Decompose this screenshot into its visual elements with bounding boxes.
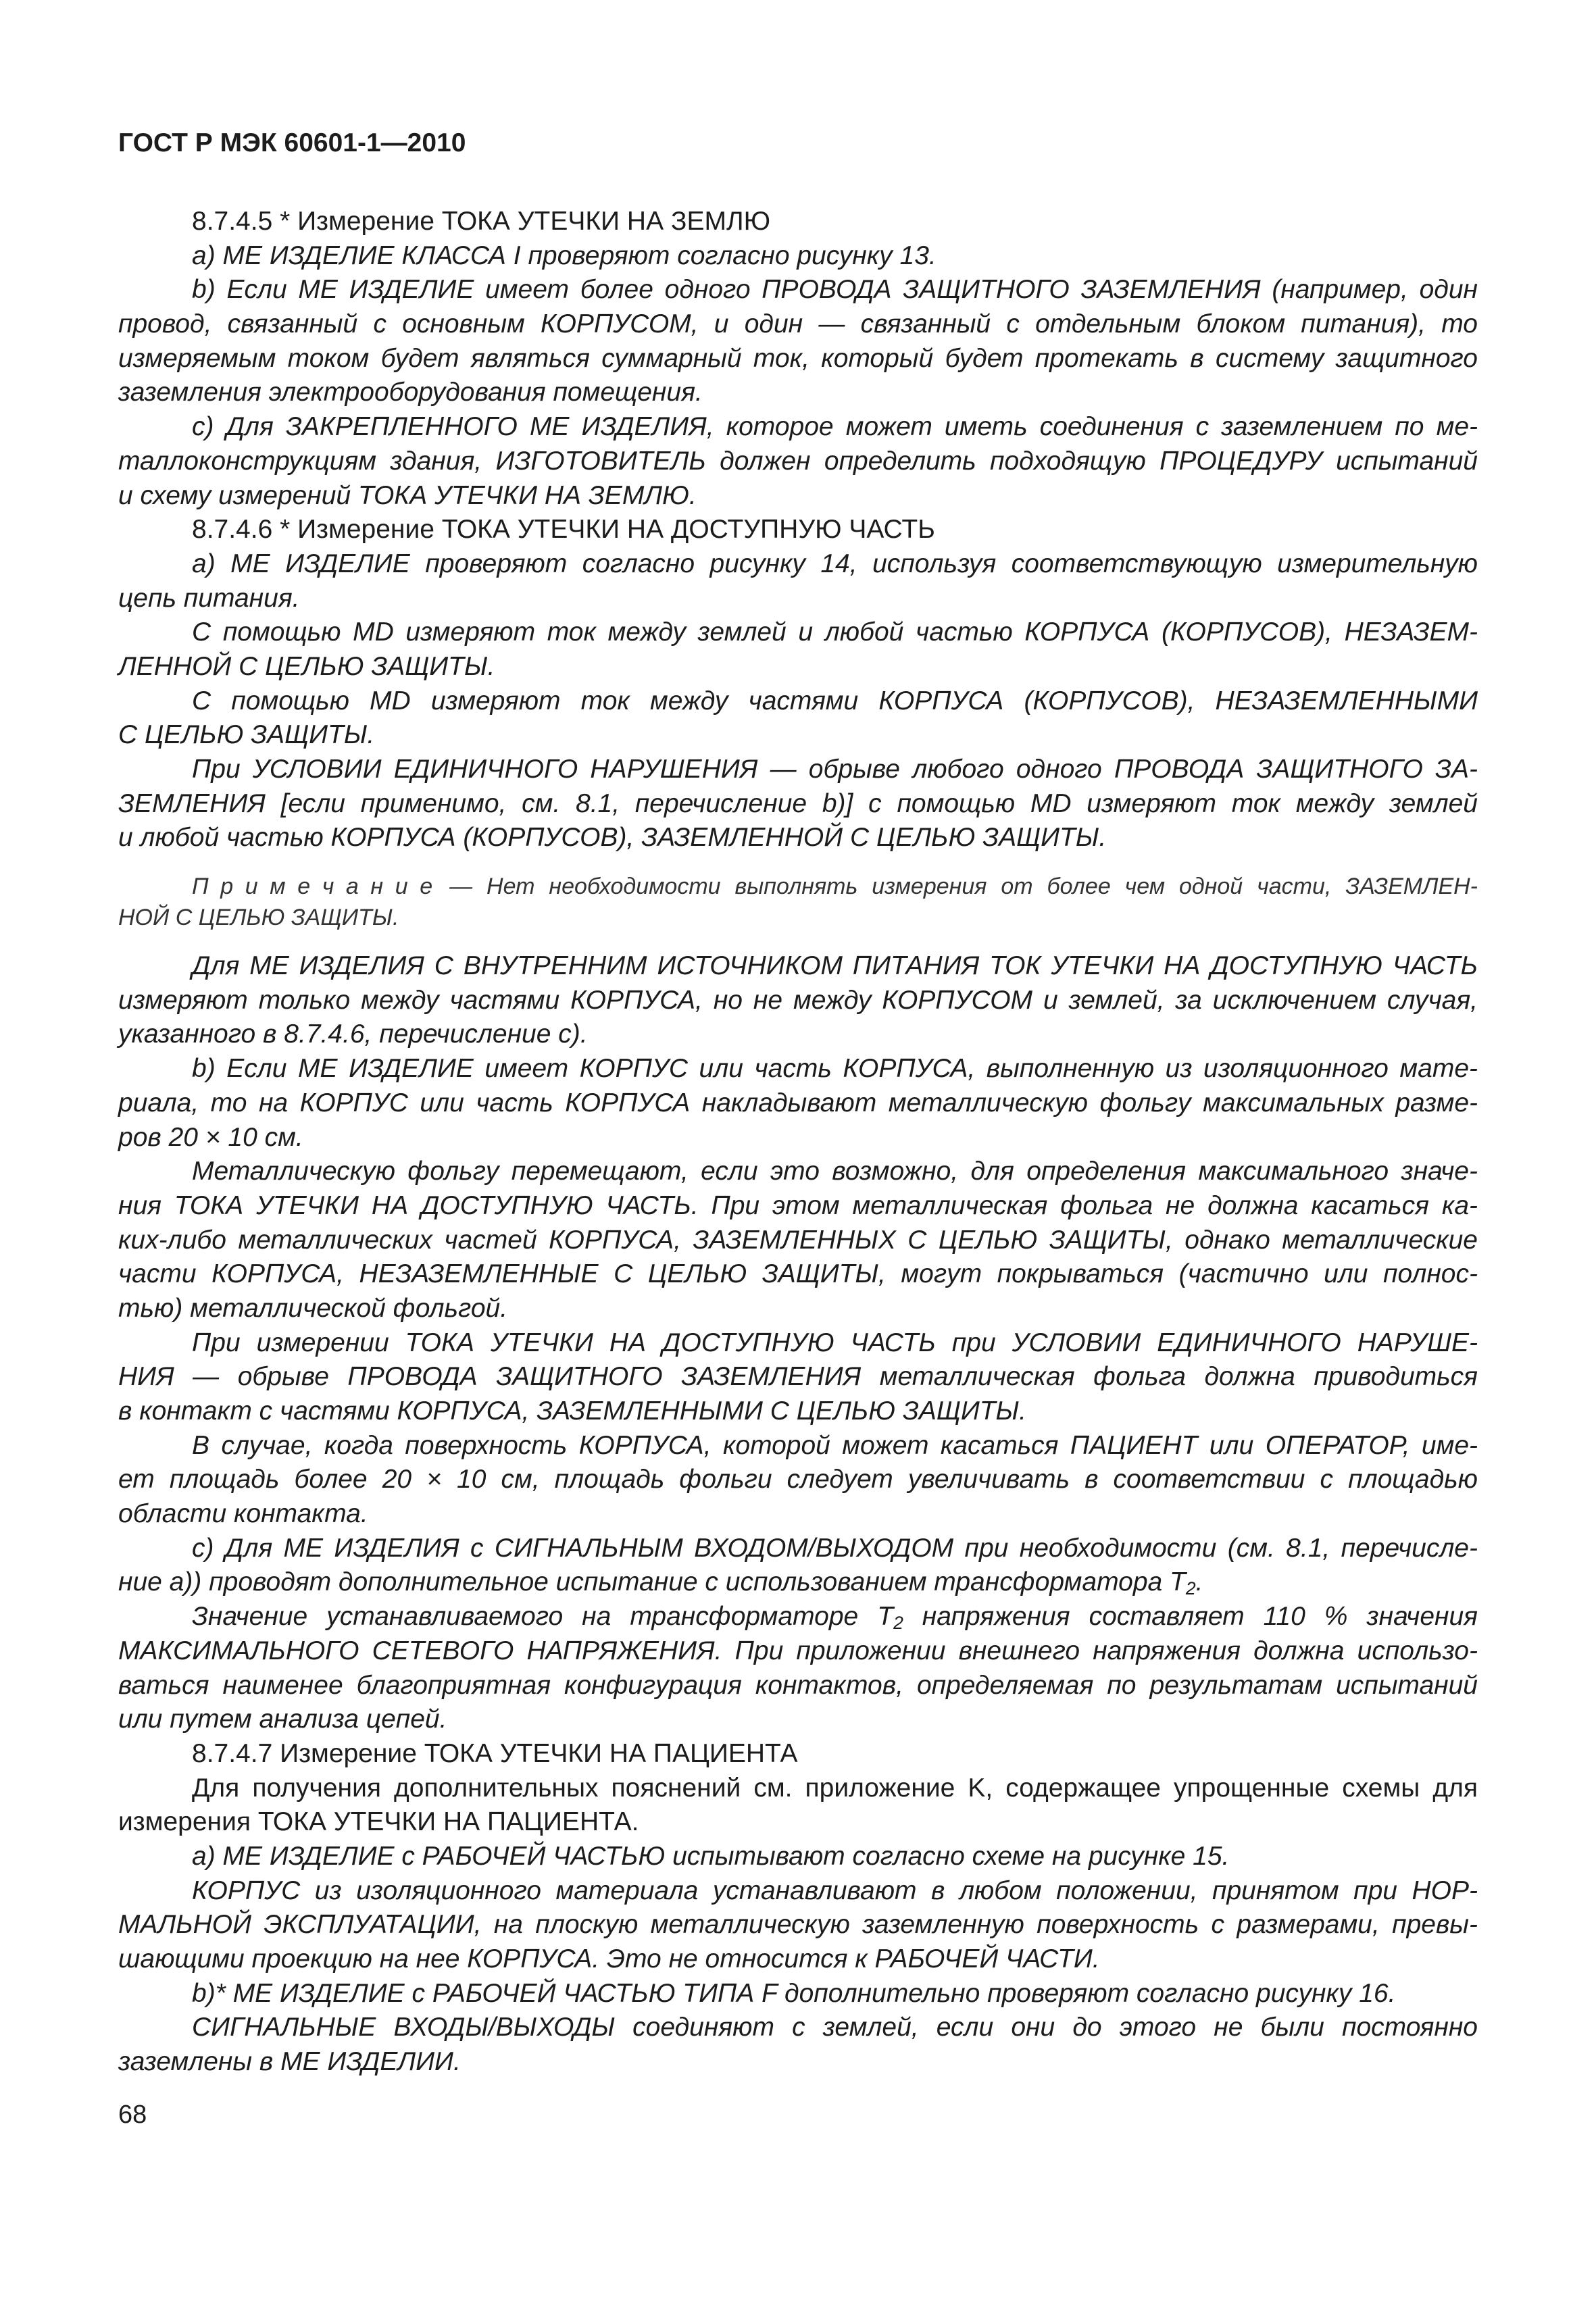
note-line: НОЙ С ЦЕЛЬЮ ЗАЩИТЫ. [118, 905, 399, 931]
text-line: цепь питания. [118, 583, 300, 613]
text-line: или путем анализа цепей. [118, 1705, 447, 1734]
paragraph [118, 410, 1478, 513]
paragraph [118, 1429, 1478, 1532]
text-line: провод, связанный с основным КОРПУСОМ, и один — связанный с отдельным блоком питания), то [118, 309, 1478, 339]
text-line: КОРПУС из изоляционного материала устанавливают в любом положении, принятом при НОР- [192, 1876, 1478, 1905]
text-line: и схему измерений ТОКА УТЕЧКИ НА ЗЕМЛЮ. [118, 480, 697, 510]
text-line: 8.7.4.5 * Измерение ТОКА УТЕЧКИ НА ЗЕМЛЮ [192, 207, 770, 236]
text-line: Для получения дополнительных пояснений см. приложение K, содержащее упрощенные схемы для [192, 1773, 1478, 1803]
text-line: При измерении ТОКА УТЕЧКИ НА ДОСТУПНУЮ ЧАСТЬ при УСЛОВИИ ЕДИНИЧНОГО НАРУШЕ- [192, 1328, 1478, 1357]
text-line: заземления электрооборудования помещения. [118, 378, 703, 407]
text-line: а) МЕ ИЗДЕЛИЕ с РАБОЧЕЙ ЧАСТЬЮ испытывают согласно схеме на рисунке 15. [192, 1841, 1230, 1871]
clause-heading [118, 205, 1478, 239]
text-line: части КОРПУСА, НЕЗАЗЕМЛЕННЫЕ С ЦЕЛЬЮ ЗАЩИТЫ, могут покрываться (частично или полнос- [118, 1259, 1478, 1289]
subscript: 2 [893, 1612, 903, 1633]
paragraph [118, 684, 1478, 753]
paragraph [118, 1840, 1478, 1874]
text-line: МАКСИМАЛЬНОГО СЕТЕВОГО НАПРЯЖЕНИЯ. При приложении внешнего напряжения должна использо- [118, 1636, 1478, 1665]
subscript: 2 [1185, 1578, 1196, 1599]
text-line: СИГНАЛЬНЫЕ ВХОДЫ/ВЫХОДЫ соединяют с землей, если они до этого не были постоянно [192, 2013, 1478, 2042]
clause-heading [118, 1737, 1478, 1771]
text-line: а) МЕ ИЗДЕЛИЕ КЛАССА I проверяют согласно рисунку 13. [192, 241, 937, 270]
text-line: измерения ТОКА УТЕЧКИ НА ПАЦИЕНТА. [118, 1807, 639, 1837]
text-line: тью) металлической фольгой. [118, 1293, 508, 1323]
text-line: b) Если МЕ ИЗДЕЛИЕ имеет КОРПУС или часть КОРПУСА, выполненную из изоляционного мате- [192, 1054, 1478, 1084]
text-line: с) Для МЕ ИЗДЕЛИЯ с СИГНАЛЬНЫМ ВХОДОМ/ВЫХОДОМ при необходимости (см. 8.1, перечисле- [192, 1533, 1478, 1563]
text-line [118, 1600, 1478, 1634]
paragraph [118, 1771, 1478, 1840]
paragraph [118, 615, 1478, 684]
text-line: риала, то на КОРПУС или часть КОРПУСА накладывают металлическую фольгу максимальных разме- [118, 1088, 1478, 1117]
text-line: b)* МЕ ИЗДЕЛИЕ с РАБОЧЕЙ ЧАСТЬЮ ТИПА F дополнительно проверяют согласно рисунку 16. [192, 1978, 1396, 2008]
clause-heading [118, 513, 1478, 547]
text-line: 8.7.4.7 Измерение ТОКА УТЕЧКИ НА ПАЦИЕНТА [192, 1738, 798, 1768]
paragraph [118, 547, 1478, 615]
text-line: Для МЕ ИЗДЕЛИЯ С ВНУТРЕННИМ ИСТОЧНИКОМ ПИТАНИЯ ТОК УТЕЧКИ НА ДОСТУПНУЮ ЧАСТЬ [192, 951, 1478, 981]
text-line: b) Если МЕ ИЗДЕЛИЕ имеет более одного ПРОВОДА ЗАЩИТНОГО ЗАЗЕМЛЕНИЯ (например, один [192, 275, 1478, 305]
text-line: Металлическую фольгу перемещают, если это возможно, для определения максимального значе- [192, 1157, 1478, 1186]
text-line: ких-либо металлических частей КОРПУСА, ЗАЗЕМЛЕННЫХ С ЦЕЛЬЮ ЗАЩИТЫ, однако металлические [118, 1225, 1478, 1255]
text-line: заземлены в МЕ ИЗДЕЛИИ. [118, 2047, 461, 2077]
paragraph [118, 2011, 1478, 2079]
paragraph [118, 239, 1478, 274]
text-line: ЛЕННОЙ С ЦЕЛЬЮ ЗАЩИТЫ. [118, 651, 495, 681]
text-run: Значение устанавливаемого на трансформаторе T [192, 1602, 894, 1632]
paragraph [118, 1052, 1478, 1155]
paragraph [118, 273, 1478, 410]
note-line [118, 871, 1478, 902]
text-line: ния ТОКА УТЕЧКИ НА ДОСТУПНУЮ ЧАСТЬ. При этом металлическая фольга не должна касаться ка- [118, 1190, 1478, 1220]
text-line: В случае, когда поверхность КОРПУСА, которой может касаться ПАЦИЕНТ или ОПЕРАТОР, име- [192, 1430, 1478, 1460]
paragraph [118, 1532, 1478, 1600]
text-line: измеряемым током будет являться суммарный ток, который будет протекать в систему защитного [118, 343, 1478, 373]
paragraph [118, 1600, 1478, 1737]
text-line [118, 1565, 1478, 1600]
text-line: 8.7.4.6 * Измерение ТОКА УТЕЧКИ НА ДОСТУПНУЮ ЧАСТЬ [192, 515, 935, 545]
paragraph [118, 1326, 1478, 1429]
text-line: области контакта. [118, 1499, 368, 1529]
text-line: НИЯ — обрыве ПРОВОДА ЗАЩИТНОГО ЗАЗЕМЛЕНИЯ металлическая фольга должна приводиться [118, 1362, 1478, 1392]
text-line: таллоконструкциям здания, ИЗГОТОВИТЕЛЬ должен определить подходящую ПРОЦЕДУРУ испытаний [118, 446, 1478, 476]
paragraph [118, 753, 1478, 855]
text-line: С помощью MD измеряют ток между частями КОРПУСА (КОРПУСОВ), НЕЗАЗЕМЛЕННЫМИ [192, 686, 1478, 715]
text-line: ЗЕМЛЕНИЯ [если применимо, см. 8.1, перечисление b)] с помощью MD измеряют ток между землей [118, 788, 1478, 818]
page-number: 68 [118, 2101, 147, 2129]
text-line: шающими проекцию на нее КОРПУСА. Это не относится к РАБОЧЕЙ ЧАСТИ. [118, 1944, 1100, 1973]
text-line: С помощью MD измеряют ток между землей и любой частью КОРПУСА (КОРПУСОВ), НЕЗАЗЕМ- [192, 618, 1478, 647]
note-label: П р и м е ч а н и е [192, 874, 436, 900]
paragraph [118, 1874, 1478, 1977]
note [118, 871, 1478, 933]
paragraph [118, 949, 1478, 1052]
text-run: напряжения составляет 110 % значения [903, 1602, 1478, 1632]
text-run: ние а)) проводят дополнительное испытание с использованием трансформатора T [118, 1567, 1186, 1597]
paragraph [118, 1977, 1478, 2011]
text-line: ет площадь более 20 × 10 см, площадь фольги следует увеличивать в соответствии с площадью [118, 1465, 1478, 1494]
text-line: ваться наименее благоприятная конфигурация контактов, определяемая по результатам испытаний [118, 1670, 1478, 1700]
page-body [118, 205, 1478, 2080]
text-line: и любой частью КОРПУСА (КОРПУСОВ), ЗАЗЕМЛЕННОЙ С ЦЕЛЬЮ ЗАЩИТЫ. [118, 823, 1107, 853]
text-line: С ЦЕЛЬЮ ЗАЩИТЫ. [118, 720, 375, 750]
text-line: в контакт с частями КОРПУСА, ЗАЗЕМЛЕННЫМИ С ЦЕЛЬЮ ЗАЩИТЫ. [118, 1397, 1026, 1426]
document-header: ГОСТ Р МЭК 60601-1—2010 [118, 128, 466, 157]
paragraph [118, 1155, 1478, 1326]
text-line: ров 20 × 10 см. [118, 1122, 303, 1152]
text-line: При УСЛОВИИ ЕДИНИЧНОГО НАРУШЕНИЯ — обрыве любого одного ПРОВОДА ЗАЩИТНОГО ЗА- [192, 755, 1478, 784]
text-line: МАЛЬНОЙ ЭКСПЛУАТАЦИИ, на плоскую металлическую заземленную поверхность с размерами, превы- [118, 1910, 1478, 1940]
text-run: . [1195, 1567, 1203, 1597]
text-line: а) МЕ ИЗДЕЛИЕ проверяют согласно рисунку 14, используя соответствующую измерительную [192, 549, 1478, 578]
text-line: измеряют только между частями КОРПУСА, но не между КОРПУСОМ и землей, за исключением случая, [118, 985, 1478, 1015]
text-line: с) Для ЗАКРЕПЛЕННОГО МЕ ИЗДЕЛИЯ, которое может иметь соединения с заземлением по ме- [192, 412, 1478, 442]
note-text: — Нет необходимости выполнять измерения от более чем одной части, ЗАЗЕМЛЕН- [449, 874, 1478, 900]
text-line: указанного в 8.7.4.6, перечисление с). [118, 1020, 588, 1049]
